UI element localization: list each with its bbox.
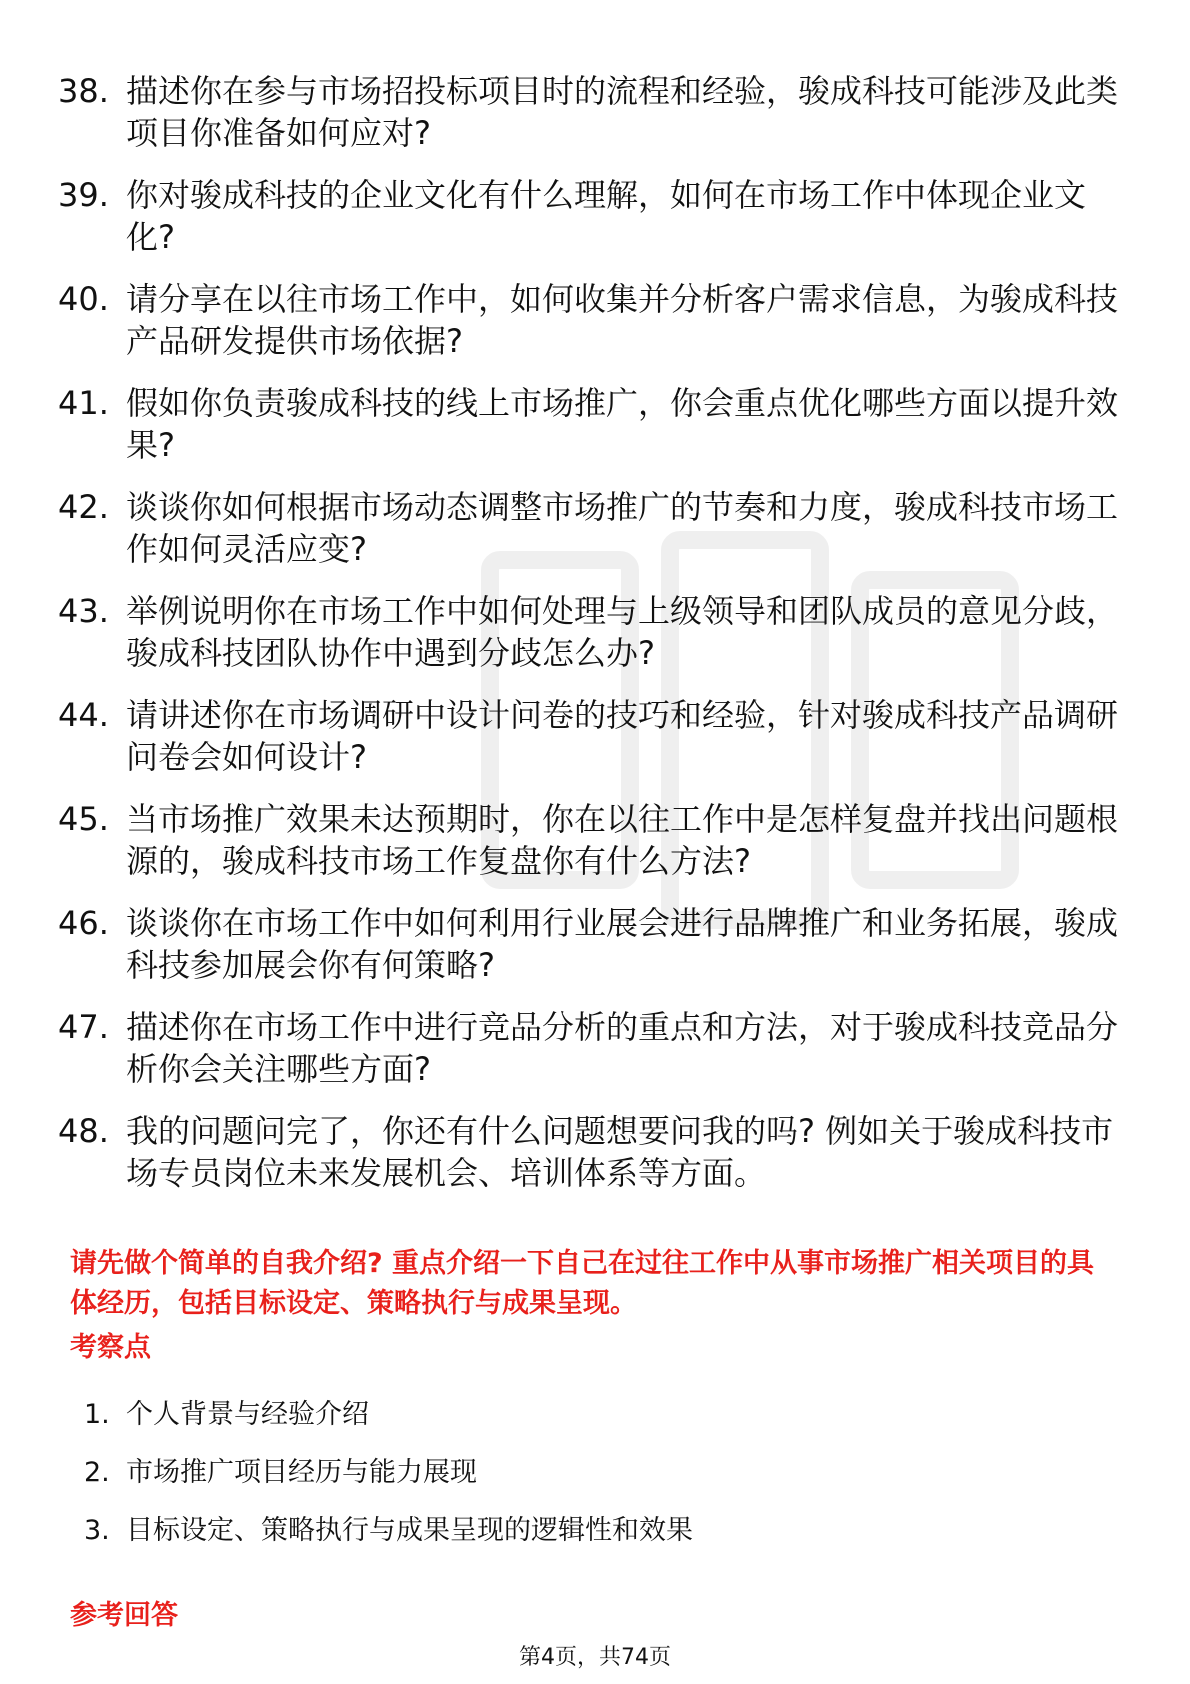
question-item [58, 902, 1118, 986]
question-item [58, 382, 1118, 466]
assessment-point [84, 1397, 693, 1433]
question-item [58, 278, 1118, 362]
question-number: 40. [58, 280, 109, 318]
question-number: 43. [58, 592, 109, 630]
question-text: 请分享在以往市场工作中，如何收集并分析客户需求信息，为骏成科技产品研发提供市场依据? [126, 280, 1119, 360]
question-number: 46. [58, 904, 109, 942]
question-text: 描述你在参与市场招投标项目时的流程和经验，骏成科技可能涉及此类项目你准备如何应对? [126, 72, 1119, 152]
question-number: 41. [58, 384, 109, 422]
question-item [58, 1006, 1118, 1090]
question-number: 47. [58, 1008, 109, 1046]
question-text: 假如你负责骏成科技的线上市场推广，你会重点优化哪些方面以提升效果? [126, 384, 1119, 464]
question-text: 谈谈你如何根据市场动态调整市场推广的节奏和力度，骏成科技市场工作如何灵活应变? [126, 488, 1119, 568]
question-text: 我的问题问完了，你还有什么问题想要问我的吗? 例如关于骏成科技市场专员岗位未来发展机会、培训体系等方面。 [126, 1112, 1114, 1192]
question-item [58, 798, 1118, 882]
question-item [58, 1110, 1118, 1194]
assessment-point [84, 1455, 693, 1491]
question-item [58, 590, 1118, 674]
assessment-points-heading: 考察点 [70, 1332, 151, 1363]
question-text: 谈谈你在市场工作中如何利用行业展会进行品牌推广和业务拓展，骏成科技参加展会你有何策略? [126, 904, 1119, 984]
page-number: 第4页，共74页 [519, 1645, 671, 1670]
question-number: 48. [58, 1112, 109, 1150]
reference-answer-heading: 参考回答 [70, 1600, 178, 1631]
question-text: 当市场推广效果未达预期时，你在以往工作中是怎样复盘并找出问题根源的，骏成科技市场工作复盘你有什么方法? [126, 800, 1119, 880]
question-item [58, 70, 1118, 154]
point-number: 1. [84, 1399, 110, 1430]
point-number: 2. [84, 1457, 110, 1488]
question-text: 描述你在市场工作中进行竞品分析的重点和方法，对于骏成科技竞品分析你会关注哪些方面? [126, 1008, 1119, 1088]
question-item [58, 174, 1118, 258]
question-number: 44. [58, 696, 109, 734]
point-number: 3. [84, 1515, 110, 1546]
assessment-points-list [84, 1397, 693, 1571]
question-text: 你对骏成科技的企业文化有什么理解，如何在市场工作中体现企业文化? [126, 176, 1087, 256]
question-item [58, 694, 1118, 778]
question-text: 举例说明你在市场工作中如何处理与上级领导和团队成员的意见分歧，骏成科技团队协作中遇到分歧怎么办? [126, 592, 1119, 672]
featured-question: 请先做个简单的自我介绍? 重点介绍一下自己在过往工作中从事市场推广相关项目的具体经历，包括目标设定、策略执行与成果呈现。 [70, 1248, 1095, 1319]
question-text: 请讲述你在市场调研中设计问卷的技巧和经验，针对骏成科技产品调研问卷会如何设计? [126, 696, 1119, 776]
question-number: 39. [58, 176, 109, 214]
question-number: 45. [58, 800, 109, 838]
point-text: 目标设定、策略执行与成果呈现的逻辑性和效果 [126, 1515, 693, 1546]
question-number: 42. [58, 488, 109, 526]
assessment-point [84, 1513, 693, 1549]
question-item [58, 486, 1118, 570]
point-text: 市场推广项目经历与能力展现 [126, 1457, 477, 1488]
question-number: 38. [58, 72, 109, 110]
question-list [58, 70, 1118, 1214]
point-text: 个人背景与经验介绍 [126, 1399, 369, 1430]
